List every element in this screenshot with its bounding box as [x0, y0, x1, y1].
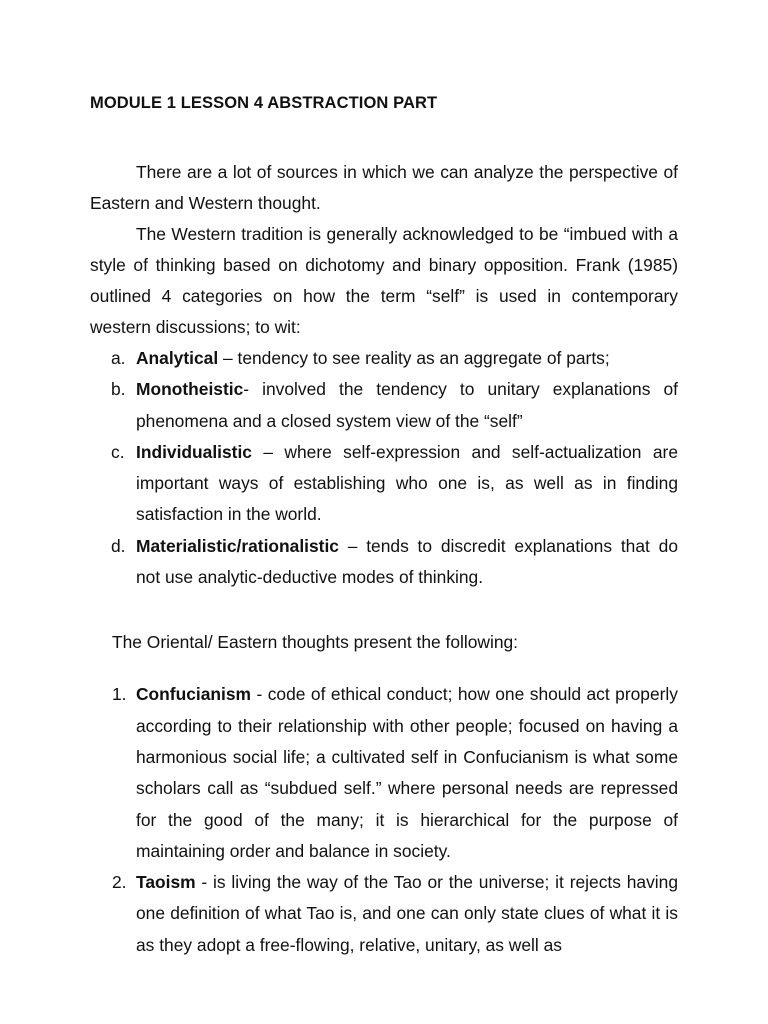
list-marker: 1. — [112, 684, 127, 705]
list-text: – where self-expression and self-actualization are important ways of establishing who one is, as well as in finding satisfaction in the world. — [136, 441, 678, 525]
list-item — [90, 531, 678, 594]
list-marker: d. — [111, 535, 126, 556]
page-title: MODULE 1 LESSON 4 ABSTRACTION PART — [90, 94, 438, 112]
list-term: Confucianism — [136, 684, 251, 705]
list-marker: c. — [111, 441, 125, 462]
eastern-thoughts-list — [90, 679, 678, 961]
list-marker: a. — [111, 348, 126, 368]
list-item — [90, 343, 678, 374]
list-term: Monotheistic — [136, 379, 244, 400]
list-term: Taoism — [136, 872, 196, 893]
list-term: Analytical — [136, 348, 219, 368]
list-marker: 2. — [112, 872, 127, 893]
list-text: - involved the tendency to unitary explanations of phenomena and a closed system view of the “self” — [136, 379, 678, 431]
western-categories-list — [90, 343, 678, 593]
western-tradition-paragraph: The Western tradition is generally acknowledged to be “imbued with a style of thinking based on dichotomy and binary opposition. Frank (1985) outlined 4 categories on how the term “self” is used in contemporary western discussions; to wit: — [90, 224, 678, 337]
list-item — [90, 679, 678, 867]
list-text: - code of ethical conduct; how one should act properly according to their relationship with other people; focused on having a harmonious social life; a cultivated self in Confucianism is what some scholars call as “subdued self.” where personal needs are repressed for the good of the many; it is hierarchical for the purpose of maintaining order and balance in society. — [136, 684, 678, 861]
oriental-intro: The Oriental/ Eastern thoughts present the following: — [112, 632, 519, 653]
list-marker: b. — [111, 379, 126, 400]
list-item — [90, 867, 678, 961]
intro-paragraph: There are a lot of sources in which we can analyze the perspective of Eastern and Western thought. — [90, 162, 678, 213]
list-item — [90, 374, 678, 437]
list-text: – tendency to see reality as an aggregate of parts; — [218, 348, 610, 368]
list-item — [90, 437, 678, 531]
list-term: Individualistic — [136, 441, 252, 462]
list-text: - is living the way of the Tao or the universe; it rejects having one definition of what Tao is, and one can only state clues of what it is as they adopt a free-flowing, relative, unitary, as well as — [136, 872, 678, 955]
list-term: Materialistic/rationalistic — [136, 535, 339, 556]
list-text: – tends to discredit explanations that do not use analytic-deductive modes of thinking. — [136, 535, 678, 588]
